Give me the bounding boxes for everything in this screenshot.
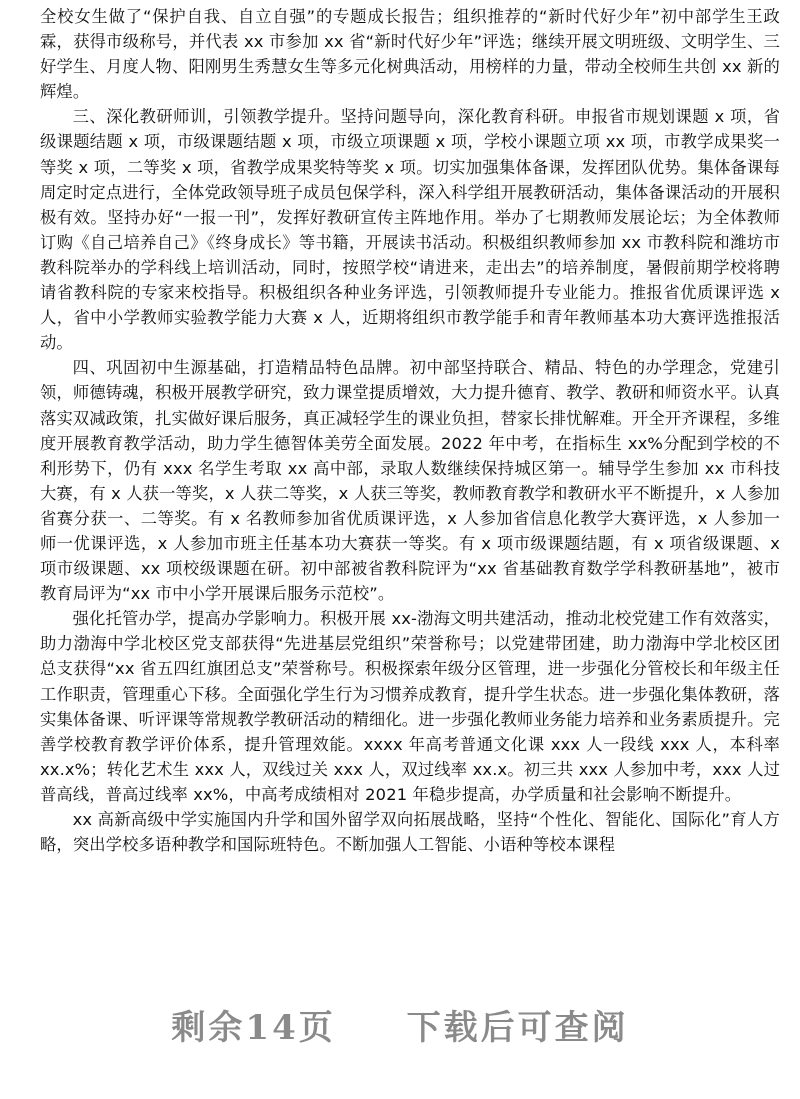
document-body — [40, 4, 780, 857]
preview-cutoff-area — [0, 880, 800, 1099]
remaining-pages-label: 剩余14页 — [171, 1008, 336, 1048]
download-hint-label: 下载后可查阅 — [406, 1008, 629, 1048]
preview-limit-banner[interactable] — [0, 1000, 800, 1049]
paragraph-junior-high: 四、巩固初中生源基础，打造精品特色品牌。初中部坚持联合、精品、特色的办学理念，党建引领，师德铸魂，积极开展教学研究，致力课堂提质增效，大力提升德育、教学、教研和师资水平。认真落实双减政策，扎实做好课后服务，真正减轻学生的课业负担，替家长排忧解难。开全开齐课程，多维度开展教育教学活动，助力学生德智体美劳全面发展。2022 年中考，在指标生 xx%分配到学校的不利形势下，仍有 xxx 名学生考取 xx 高中部，录取人数继续保持城区第一。辅导学生参加 xx 市科技大赛，有 x 人获一等奖，x 人获二等奖，x 人获三等奖，教师教育教学和教研水平不断提升，x 人参加省赛分获一、二等奖。有 x 名教师参加省优质课评选，x 人参加省信息化教学大赛评选，x 人参加一师一优课评选，x 人参加市班主任基本功大赛获一等奖。有 x 项市级课题结题，有 x 项省级课题、x 项市级课题、xx 项校级课题在研。初中部被省教科院评为“xx 省基础教育数学学科教研基地”，被市教育局评为“xx 市中小学开展课后服务示范校”。 — [40, 358, 780, 604]
paragraph-honors: 全校女生做了“保护自我、自立自强”的专题成长报告；组织推荐的“新时代好少年”初中部学生王政霖，获得市级称号，并代表 xx 市参加 xx 省“新时代好少年”评选；继续开展文明班级、文明学生、三好学生、月度人物、阳刚男生秀慧女生等多元化树典活动，用榜样的力量，带动全校师生共创 xx 新的辉煌。 — [40, 7, 780, 102]
paragraph-research: 三、深化教研师训，引领教学提升。坚持问题导向，深化教育科研。申报省市规划课题 x 项，省级课题结题 x 项，市级课题结题 x 项，市级立项课题 x 项，学校小课题立项 xx 项，市教学成果奖一等奖 x 项，二等奖 x 项，省教学成果奖特等奖 x 项。切实加强集体备课，发挥团队优势。集体备课每周定时定点进行，全体党政领导班子成员包保学科，深入科学组开展教研活动，集体备课活动的开展积极有效。坚持办好“一报一刊”，发挥好教研宣传主阵地作用。举办了七期教师发展论坛；为全体教师订购《自己培养自己》《终身成长》等书籍，开展读书活动。积极组织教师参加 xx 市教科院和潍坊市教科院举办的学科线上培训活动，同时，按照学校“请进来，走出去”的培养制度，暑假前期学校将聘请省教科院的专家来校指导。积极组织各种业务评选，引领教师提升专业能力。推报省优质课评选 x 人，省中小学教师实验教学能力大赛 x 人，近期将组织市教学能手和青年教师基本功大赛评选推报活动。 — [40, 107, 780, 353]
paragraph-custody: 强化托管办学，提高办学影响力。积极开展 xx-渤海文明共建活动，推动北校党建工作有效落实，助力渤海中学北校区党支部获得“先进基层党组织”荣誉称号；以党建带团建，助力渤海中学北校区团总支获得“xx 省五四红旗团总支”荣誉称号。积极探索年级分区管理，进一步强化分管校长和年级主任工作职责，管理重心下移。全面强化学生行为习惯养成教育，提升学生状态。进一步强化集体教研，落实集体备课、听评课等常规教学教研活动的精细化。进一步强化教师业务能力培养和业务素质提升。完善学校教育教学评价体系，提升管理效能。xxxx 年高考普通文化课 xxx 人一段线 xxx 人，本科率 xx.x%；转化艺术生 xxx 人，双线过关 xxx 人，双过线率 xx.x。初三共 xxx 人参加中考，xxx 人过普高线，普高过线率 xx%，中高考成绩相对 2021 年稳步提高，办学质量和社会影响不断提升。 — [40, 609, 780, 804]
paragraph-international: xx 高新高级中学实施国内升学和国外留学双向拓展战略，坚持“个性化、智能化、国际化”育人方略，突出学校多语种教学和国际班特色。不断加强人工智能、小语种等校本课程 — [40, 810, 780, 855]
